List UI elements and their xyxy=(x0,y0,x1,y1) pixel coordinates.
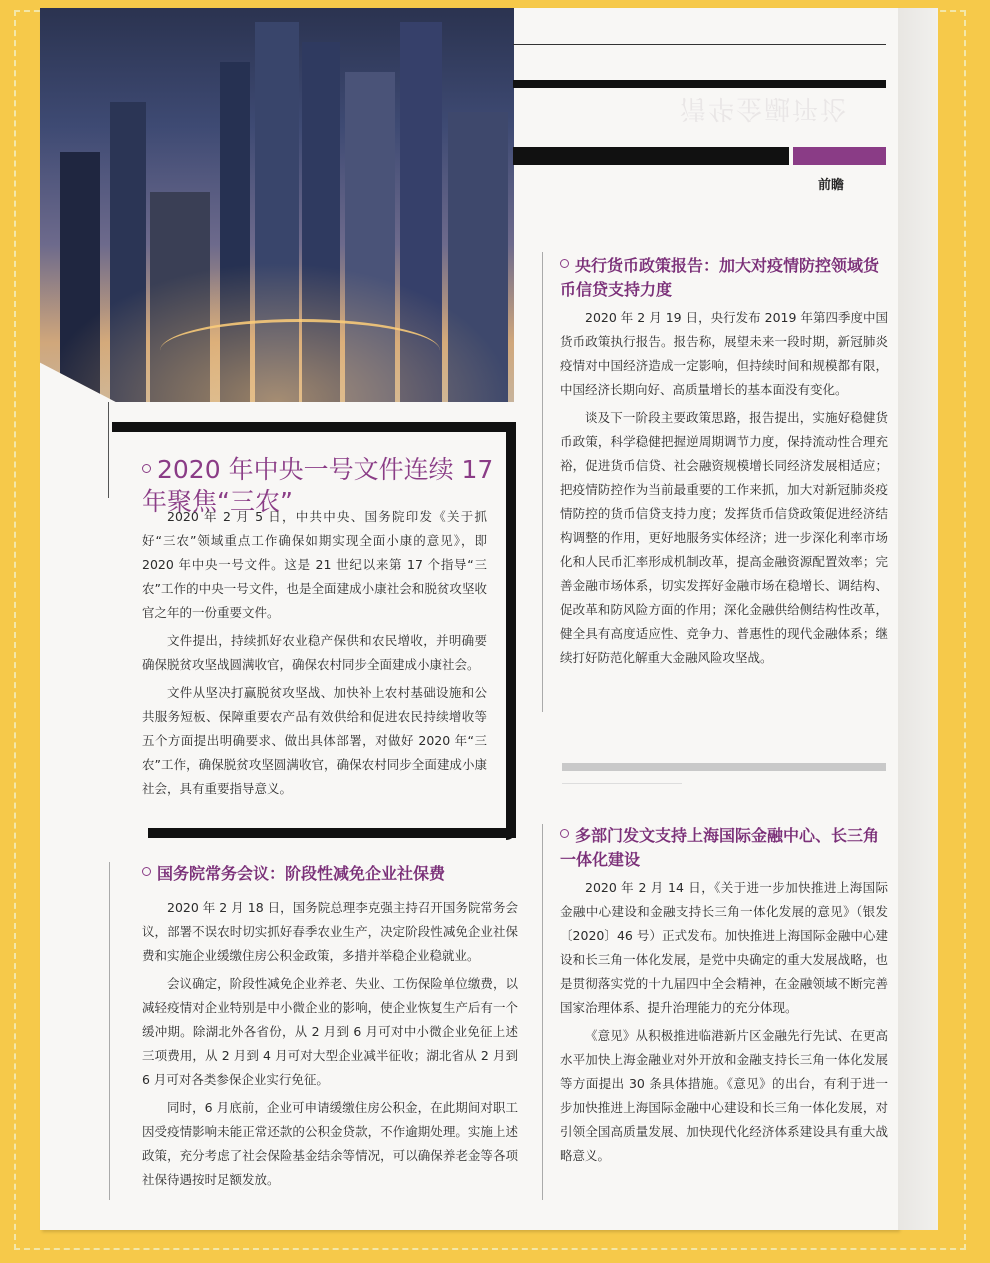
box-border xyxy=(148,828,516,838)
article-title: 央行货币政策报告：加大对疫情防控领域货币信贷支持力度 xyxy=(560,256,880,299)
article-title: 多部门发文支持上海国际金融中心、长三角一体化建设 xyxy=(560,826,880,869)
city-night-photo xyxy=(40,8,514,402)
article-title: 2020 年中央一号文件连续 17 年聚焦“三农” xyxy=(142,455,494,516)
masthead-mirrored: 清华金融评论 xyxy=(680,93,849,123)
section-tag: 前瞻 xyxy=(818,178,845,193)
header-bar xyxy=(513,80,886,88)
section-band-accent xyxy=(793,147,886,165)
bullet-icon xyxy=(142,867,151,876)
article-body: 2020 年 2 月 5 日，中共中央、国务院印发《关于抓好“三农”领域重点工作确保如期实现全面小康的意见》，即 2020 年中央一号文件。这是 21 世纪以来第 17 个指导“三农”工作的中央一号文件，也是全面建成小康社会和脱贫攻坚收官之年的一份重要文件。 文件提出，持续抓好农业稳产保供和农民增收，并明确要确保脱贫攻坚战圆满收官，确保农村同步全面建成小康社会。 文件从坚决打赢脱贫攻坚战、加快补上农村基础设施和公共服务短板、保障重要农产品有效供给和促进农民持续增收等五个方面提出明确要求、做出具体部署，对做好 2020 年“三农”工作，确保脱贫攻坚圆满收官，确保农村同步全面建成小康社会，具有重要指导意义。 xyxy=(142,509,487,796)
bullet-icon xyxy=(560,829,569,838)
article-body: 2020 年 2 月 19 日，央行发布 2019 年第四季度中国货币政策执行报告。报告称，展望未来一段时期，新冠肺炎疫情对中国经济造成一定影响，但持续时间和规模都有限，中国经济长期向好、高质量增长的基本面没有变化。 谈及下一阶段主要政策思路，报告提出，实施好稳健货币政策，科学稳健把握逆周期调节力度，保持流动性合理充裕，促进货币信贷、社会融资规模增长同经济发展相适应；把疫情防控作为当前最重要的工作来抓，加大对新冠肺炎疫情防控的货币信贷支持力度；发挥货币信贷政策促进经济结构调整的作用，更好地服务实体经济；进一步深化利率市场化和人民币汇率形成机制改革，提高金融资源配置效率；完善金融市场体系，切实发挥好金融市场在稳增长、调结构、促改革和防风险方面的作用；深化金融供给侧结构性改革，健全具有高度适应性、竞争力、普惠性的现代金融体系；继续打好防范化解重大金融风险攻坚战。 xyxy=(560,310,888,665)
article-body: 2020 年 2 月 18 日，国务院总理李克强主持召开国务院常务会议，部署不误农时切实抓好春季农业生产，决定阶段性减免企业社保费和实施企业缓缴住房公积金政策，多措并举稳企业稳就业。 会议确定，阶段性减免企业养老、失业、工伤保险单位缴费，以减轻疫情对企业特别是中小微企业的影响，使企业恢复生产后有一个缓冲期。除湖北外各省份，从 2 月到 6 月可对中小微企业免征上述三项费用，从 2 月到 4 月可对大型企业减半征收；湖北省从 2 月到 6 月可对各类参保企业实行免征。 同时，6 月底前，企业可申请缓缴住房公积金，在此期间对职工因受疫情影响未能正常还款的公积金贷款，不作逾期处理。实施上述政策，充分考虑了社会保险基金结余等情况，可以确保养老金等各项社保待遇按时足额发放。 xyxy=(142,900,518,1187)
divider-bar xyxy=(562,763,886,771)
page-edge xyxy=(898,8,938,1230)
section-band xyxy=(513,147,789,165)
box-border xyxy=(506,422,516,840)
bullet-icon xyxy=(560,259,569,268)
bullet-icon xyxy=(142,464,151,473)
box-border xyxy=(112,422,516,432)
header-rule xyxy=(513,44,886,45)
article-title: 国务院常务会议：阶段性减免企业社保费 xyxy=(142,862,502,886)
article-body: 2020 年 2 月 14 日，《关于进一步加快推进上海国际金融中心建设和金融支持长三角一体化发展的意见》（银发〔2020〕46 号）正式发布。加快推进上海国际金融中心建设和长三角一体化发展，是党中央确定的重大发展战略，也是贯彻落实党的十九届四中全会精神，在金融领域不断完善国家治理体系、提升治理能力的充分体现。 《意见》从积极推进临港新片区金融先行先试、在更高水平加快上海金融业对外开放和金融支持长三角一体化发展等方面提出 30 条具体措施。《意见》的出台，有利于进一步加快推进上海国际金融中心建设和长三角一体化发展，对引领全国高质量发展、加快现代化经济体系建设具有重大战略意义。 xyxy=(560,880,888,1163)
